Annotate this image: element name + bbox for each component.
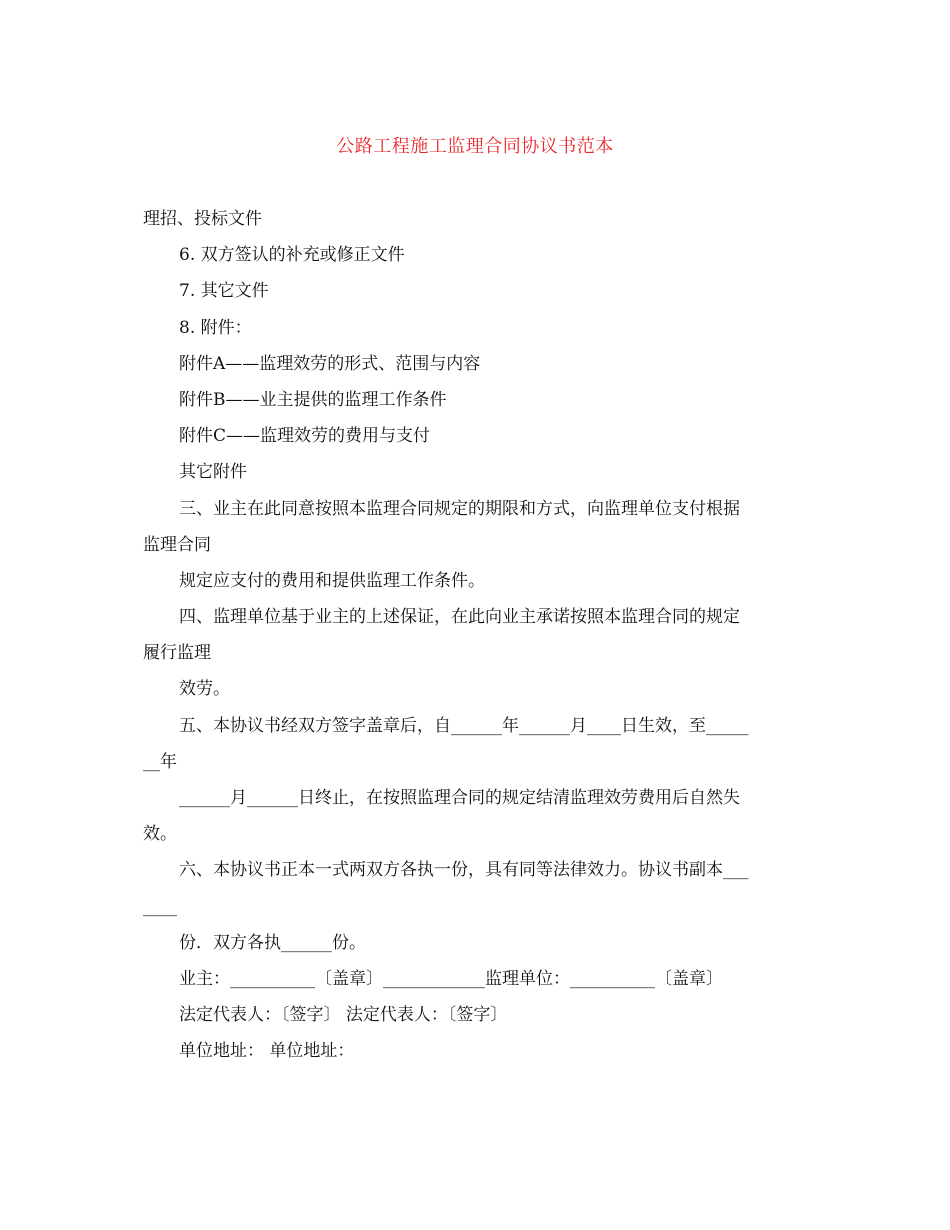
text-line-item-8: 8. 附件：	[179, 317, 252, 338]
text-line-clause-3-cont: 监理合同	[143, 534, 211, 555]
text-line-clause-4-cont: 履行监理	[143, 643, 211, 664]
signature-line-addresses: 单位地址： 单位地址：	[179, 1041, 355, 1062]
text-line-clause-4-end: 效劳。	[179, 679, 230, 700]
text-line-clause-3: 三、业主在此同意按照本监理合同规定的期限和方式，向监理单位支付根据	[179, 498, 740, 519]
text-line-clause-5-cont: __年	[143, 751, 177, 772]
text-line-clause-5-end: 效。	[143, 824, 177, 845]
text-line-clause-6-end: 份．双方各执______份。	[179, 932, 366, 953]
text-line-attachment-a: 附件A——监理效劳的形式、范围与内容	[179, 353, 481, 374]
text-line-clause-5: 五、本协议书经双方签字盖章后，自______年______月____日生效，至_____	[179, 715, 749, 736]
text-line-clause-3-end: 规定应支付的费用和提供监理工作条件。	[179, 570, 485, 591]
text-line-attachment-c: 附件C——监理效劳的费用与支付	[179, 426, 431, 447]
text-line-tender-documents: 理招、投标文件	[143, 209, 262, 229]
text-line-clause-6: 六、本协议书正本一式两双方各执一份，具有同等法律效力。协议书副本___	[179, 860, 749, 881]
text-line-item-6: 6. 双方签认的补充或修正文件	[179, 245, 405, 266]
signature-line-parties: 业主：__________〔盖章〕____________监理单位：__________〔盖章〕	[179, 968, 723, 989]
document-body	[143, 203, 803, 1072]
document-title: 公路工程施工监理合同协议书范本	[336, 136, 614, 157]
text-line-clause-6-cont: ____	[143, 896, 177, 917]
text-line-item-7: 7. 其它文件	[179, 281, 269, 302]
text-line-clause-4: 四、监理单位基于业主的上述保证，在此向业主承诺按照本监理合同的规定	[179, 607, 740, 628]
text-line-attachment-b: 附件B——业主提供的监理工作条件	[179, 389, 447, 410]
text-line-other-attachments: 其它附件	[179, 462, 247, 483]
signature-line-representatives: 法定代表人：〔签字〕 法定代表人：〔签字〕	[179, 1005, 508, 1026]
text-line-clause-5-terms: ______月______日终止，在按照监理合同的规定结清监理效劳费用后自然失	[179, 788, 740, 808]
